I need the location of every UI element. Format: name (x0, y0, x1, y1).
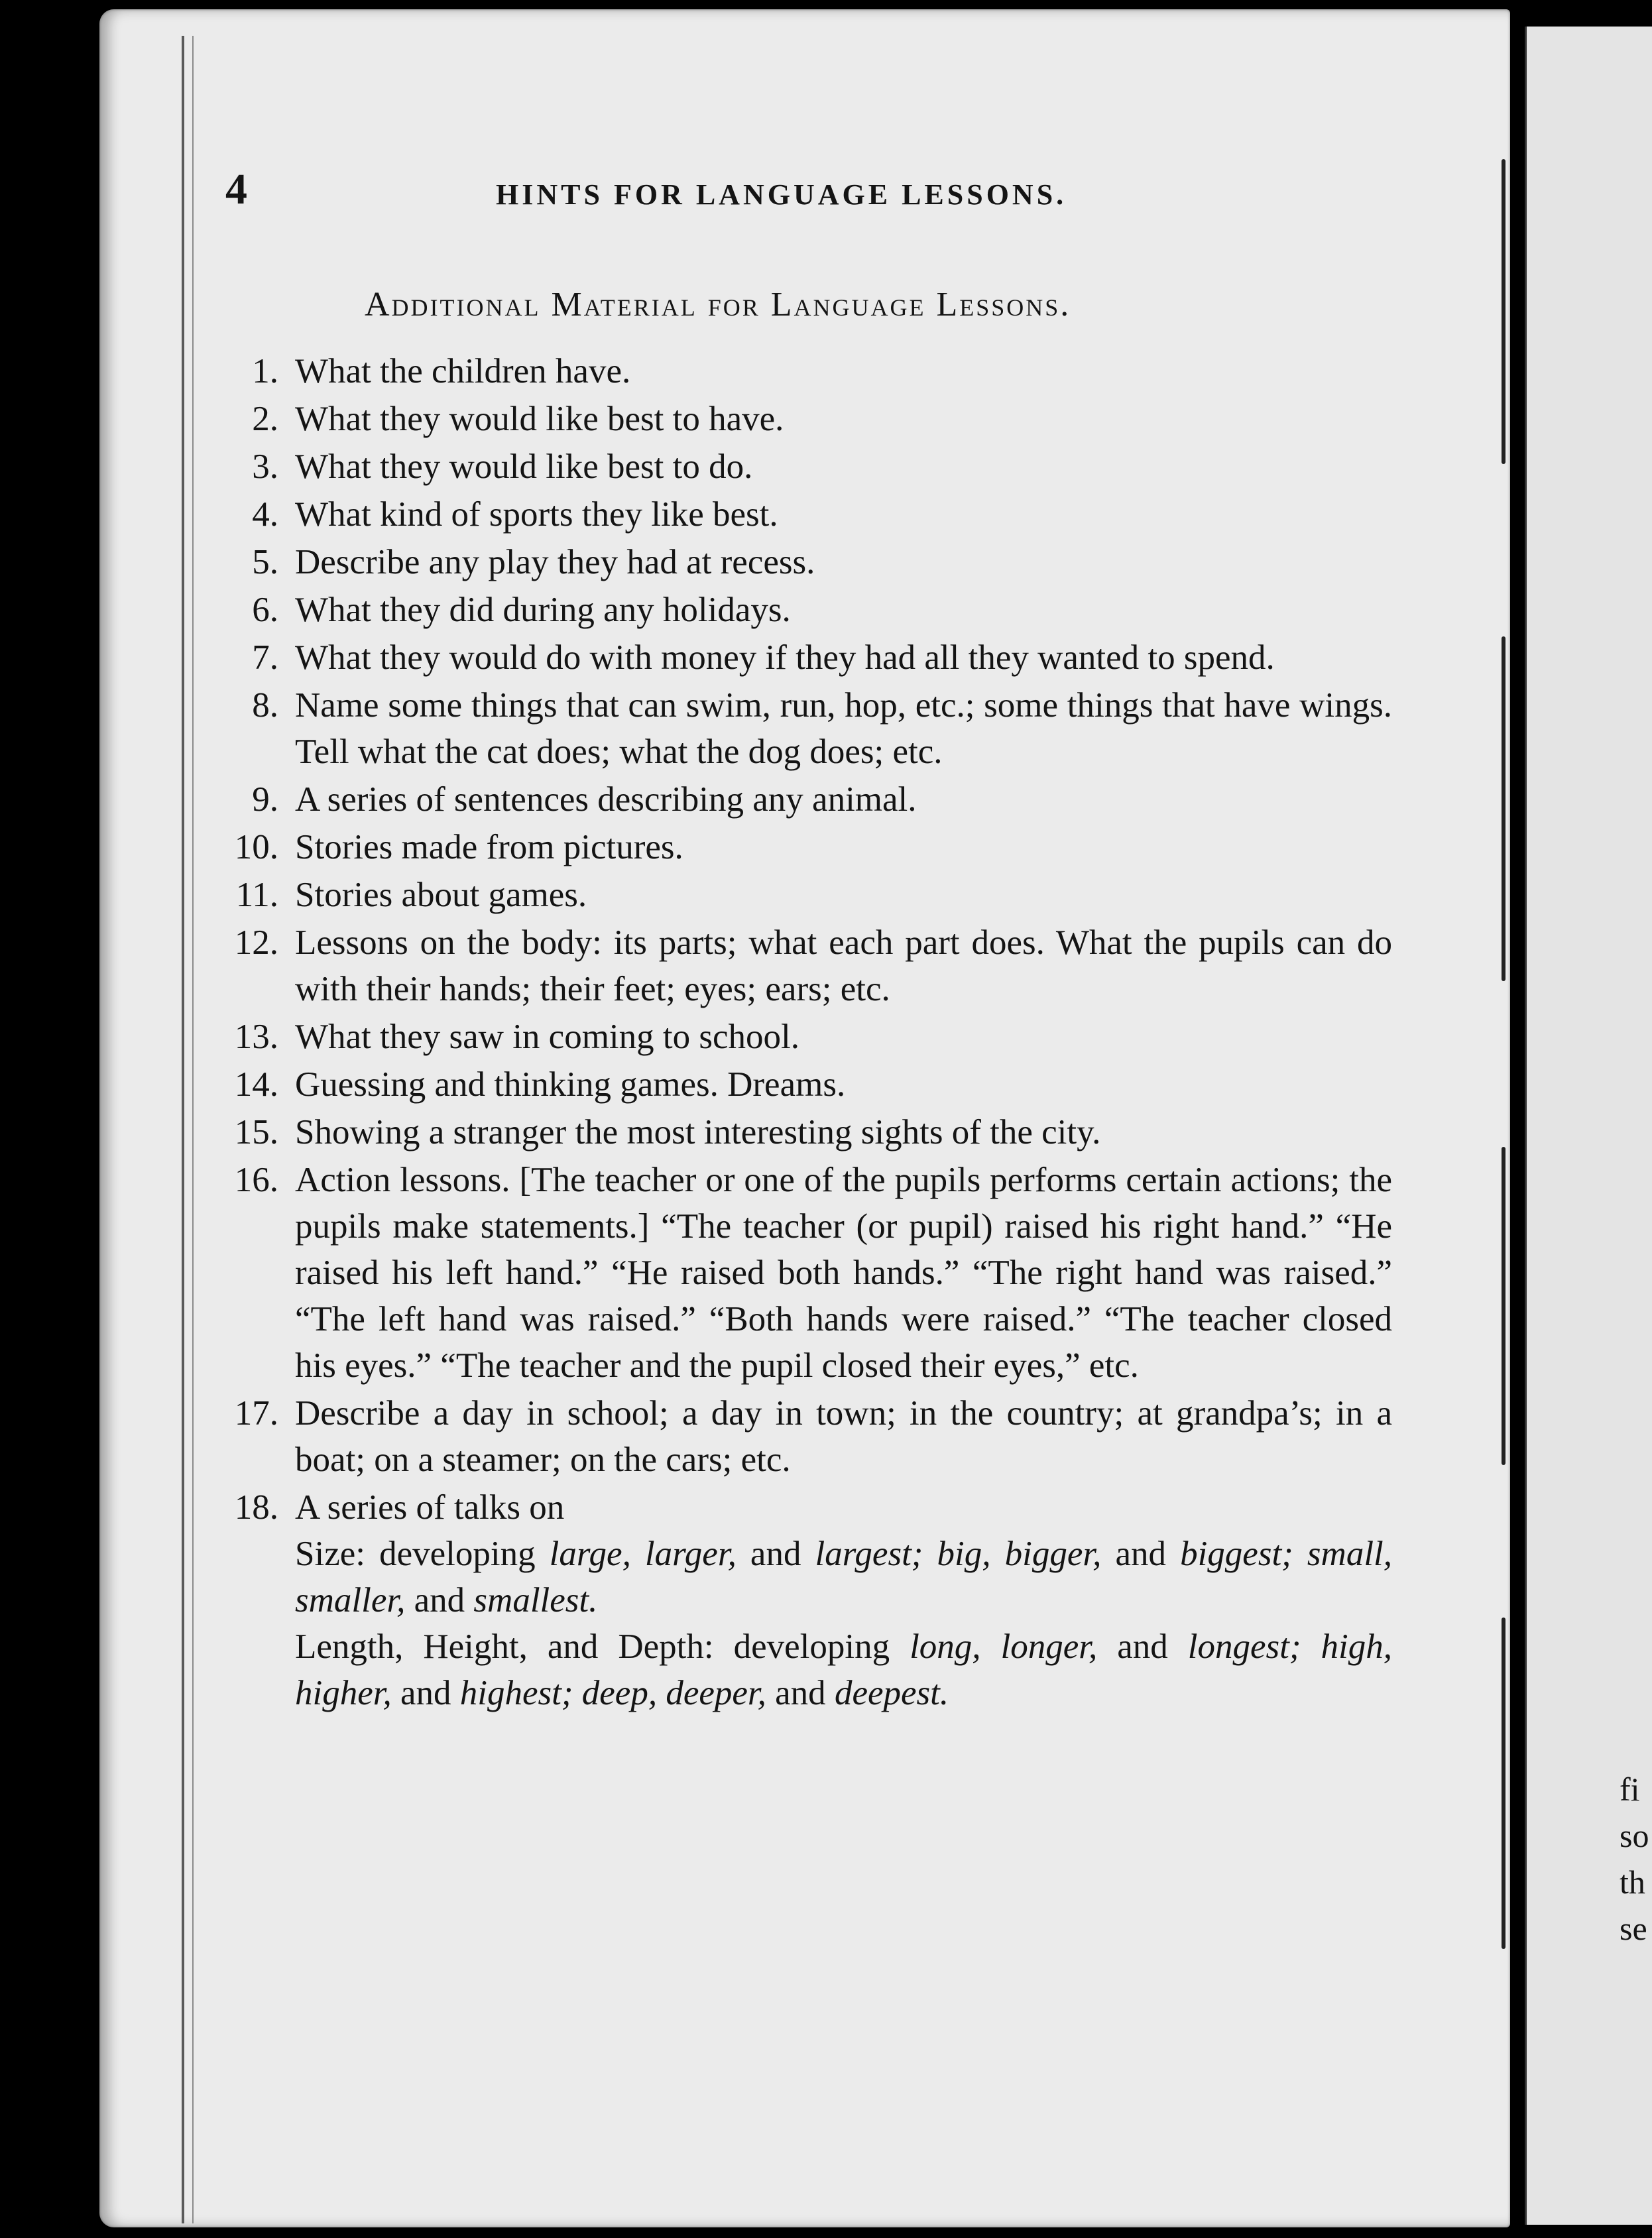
item-number: 11. (235, 876, 278, 914)
item-number: 15. (234, 1113, 278, 1151)
item-number: 16. (234, 1161, 278, 1199)
topic-text: and (775, 1674, 826, 1712)
item-number: 5. (252, 543, 278, 581)
topic-word: highest; deep, deeper, (459, 1674, 766, 1712)
adjacent-fragment: so (1620, 1817, 1649, 1854)
list-item (199, 1390, 1392, 1483)
page-edge-mark (1502, 1618, 1505, 1949)
list-item (199, 1061, 1392, 1108)
topic-text: and (414, 1581, 465, 1620)
item-number: 2. (252, 400, 278, 438)
list-item (199, 634, 1392, 681)
list-item (199, 872, 1392, 918)
item-number: 9. (252, 780, 278, 819)
page-edge-mark (1502, 1147, 1505, 1465)
topic-word: biggest; small, smaller, (295, 1535, 1393, 1620)
list-item (199, 824, 1392, 870)
section-title: Additional Material for Language Lessons. (365, 286, 1071, 324)
adjacent-page (1525, 27, 1652, 2225)
item-number: 1. (252, 352, 278, 390)
adjacent-fragment: se (1620, 1910, 1647, 1947)
item-text: Stories about games. (295, 876, 587, 914)
item-number: 7. (252, 638, 278, 677)
item-text: Guessing and thinking games. Dreams. (295, 1065, 846, 1104)
list-item (199, 587, 1392, 633)
lesson-list (199, 348, 1392, 1718)
topic-label: Length, Height, and Depth: (295, 1627, 714, 1666)
list-item (199, 682, 1392, 775)
item-number: 6. (252, 591, 278, 629)
item-text: Describe a day in school; a day in town; in the country; at grandpa’s; in a boat; on a steamer; on the cars; etc. (295, 1394, 1392, 1479)
item-number: 3. (252, 447, 278, 486)
talk-topic-size (295, 1531, 1392, 1623)
item-number: 4. (252, 495, 278, 534)
list-item (199, 539, 1392, 585)
item-text: What kind of sports they like best. (295, 495, 778, 534)
adjacent-fragment: fi (1620, 1771, 1640, 1808)
item-number: 10. (234, 828, 278, 866)
item-text: Showing a stranger the most interesting sights of the city. (295, 1113, 1101, 1151)
topic-word: deepest. (834, 1674, 949, 1712)
talk-topic-length (295, 1623, 1392, 1716)
list-item (199, 396, 1392, 442)
item-text: Action lessons. [The teacher or one of the pupils performs certain actions; the pupils make statements.] “The teacher (or pupil) raised his right hand.” “He raised his left hand.” “He raised both hands.” “The right hand was raised.” “The left hand was raised.” “Both hands were raised.” “The teacher closed his eyes.” “The teacher and the pupil closed their eyes,” etc. (295, 1161, 1392, 1385)
item-text: What they would like best to do. (295, 447, 753, 486)
item-number: 13. (234, 1018, 278, 1056)
topic-label: Size: (295, 1535, 365, 1573)
topic-word: longest; high, higher, (295, 1627, 1392, 1712)
item-number: 12. (234, 923, 278, 962)
page-number: 4 (225, 165, 247, 213)
topic-word: large, larger, (549, 1535, 737, 1573)
list-item (199, 1157, 1392, 1389)
topic-word: long, longer, (910, 1627, 1098, 1666)
topic-text: and (400, 1674, 451, 1712)
list-item (199, 776, 1392, 823)
item-number: 8. (252, 686, 278, 725)
item-text: A series of talks on (295, 1488, 565, 1527)
topic-text: and (1115, 1535, 1166, 1573)
adjacent-fragment: th (1620, 1863, 1645, 1901)
item-number: 18. (234, 1488, 278, 1527)
topic-text: developing (733, 1627, 890, 1666)
list-item (199, 443, 1392, 490)
topic-word: largest; big, bigger, (815, 1535, 1102, 1573)
topic-word: smallest. (473, 1581, 598, 1620)
topic-text: and (750, 1535, 801, 1573)
list-item (199, 1484, 1392, 1716)
list-item (199, 1109, 1392, 1155)
binding-edge-inner (192, 36, 194, 2223)
topic-text: and (1117, 1627, 1168, 1666)
item-number: 14. (234, 1065, 278, 1104)
binding-edge (182, 36, 184, 2223)
item-text: What they would like best to have. (295, 400, 784, 438)
list-item (199, 1014, 1392, 1060)
item-text: Lessons on the body: its parts; what each part does. What the pupils can do with their hands; their feet; eyes; ears; etc. (295, 923, 1392, 1008)
item-text: Name some things that can swim, run, hop, etc.; some things that have wings. Tell what the cat does; what the dog does; etc. (295, 686, 1392, 771)
topic-text: developing (379, 1535, 536, 1573)
item-text: Stories made from pictures. (295, 828, 683, 866)
page-edge-mark (1502, 159, 1505, 464)
list-item (199, 919, 1392, 1012)
list-item (199, 348, 1392, 394)
item-text: A series of sentences describing any animal. (295, 780, 917, 819)
running-head: HINTS FOR LANGUAGE LESSONS. (496, 178, 1067, 211)
item-text: What they did during any holidays. (295, 591, 791, 629)
item-text: What they saw in coming to school. (295, 1018, 799, 1056)
page-edge-mark (1502, 636, 1505, 981)
item-text: What the children have. (295, 352, 631, 390)
item-number: 17. (234, 1394, 278, 1433)
item-text: Describe any play they had at recess. (295, 543, 815, 581)
item-text: What they would do with money if they had all they wanted to spend. (295, 638, 1275, 677)
list-item (199, 491, 1392, 538)
